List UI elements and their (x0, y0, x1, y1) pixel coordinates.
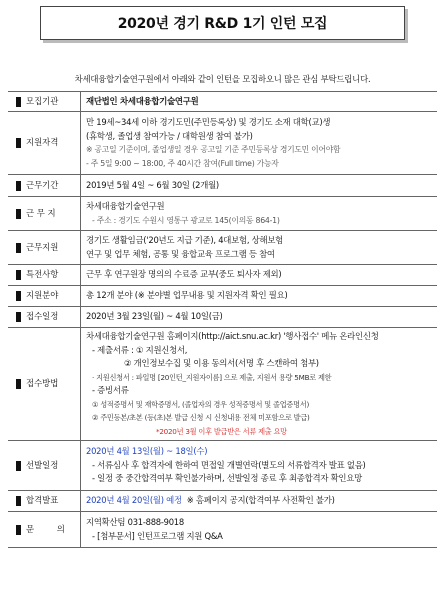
row-label: 선발일정 (26, 459, 59, 470)
row-label: 특전사항 (26, 269, 59, 280)
page-title: 2020년 경기 R&D 1기 인턴 모집 (117, 16, 328, 32)
row-label: 접수방법 (26, 378, 59, 389)
row-application-method (8, 328, 437, 441)
row-note: ① 성적증명서 및 재학증명서, (졸업자의 경우 성적증명서 및 졸업증명서) (92, 399, 310, 409)
row-value: 만 19세~34세 이하 경기도민(주민등록상) 및 경기도 소재 대학(교)생 (86, 117, 331, 127)
square-bullet-icon (16, 525, 21, 535)
square-bullet-icon (16, 270, 21, 280)
row-label: 지원분야 (26, 290, 59, 301)
row-value: - 서류심사 후 합격자에 한하여 면접일 개별연락(별도의 서류합격자 발표 없음) (92, 459, 366, 470)
row-benefits (8, 231, 437, 265)
row-agency (8, 92, 437, 112)
intro-text: 차세대융합기술연구원에서 아래와 같이 인턴을 모집하오니 많은 관심 부탁드립니다. (74, 74, 371, 84)
attachment-link[interactable]: - [첨부문서] 인턴프로그램 지원 Q&A (92, 530, 223, 541)
square-bullet-icon (16, 312, 21, 322)
row-privileges (8, 265, 437, 286)
row-label: 모집기관 (26, 95, 59, 106)
row-fields (8, 286, 437, 307)
row-period (8, 175, 437, 197)
row-note: ※ 홈페이지 공지(합격여부 사전확인 불가) (186, 495, 335, 506)
row-application-period (8, 307, 437, 328)
row-label: 합격발표 (26, 495, 59, 506)
row-label: 문 의 (26, 523, 75, 534)
title-box (40, 6, 405, 40)
row-location (8, 197, 437, 231)
square-bullet-icon (16, 97, 21, 107)
square-bullet-icon (16, 243, 21, 253)
row-selection (8, 441, 437, 491)
row-note: ② 주민등본/초본 (등(초)본 발급 신청 시 신청내용 전체 미포함으로 발급) (92, 413, 310, 422)
row-warning: *2020년 3월 이후 발급받은 서류 제출 요망 (156, 426, 287, 436)
row-label: 접수일정 (26, 311, 59, 322)
row-announcement (8, 491, 437, 512)
row-note: · 지원신청서 : 파일명 [20인턴_지원자이름] 으로 제출, 지원서 용량 5MB로 제한 (92, 372, 332, 382)
row-value: 근무 후 연구원장 명의의 수료증 교부(중도 퇴사자 제외) (86, 269, 282, 280)
square-bullet-icon (16, 461, 21, 471)
row-note: ※ 공고일 기준이며, 졸업생일 경우 공고일 기준 주민등록상 경기도민 이어야함 (86, 145, 341, 154)
row-value: - 제출서류 : ① 지원신청서, (92, 344, 188, 355)
row-address: - 주소 : 경기도 수원시 영통구 광교로 145(이의동 864-1) (92, 215, 280, 225)
square-bullet-icon (16, 291, 21, 301)
row-note: - 주 5일 9:00 ~ 18:00, 주 40시간 참여(Full time) 가능자 (86, 158, 279, 168)
square-bullet-icon (16, 209, 21, 219)
row-value: 2020년 3월 23일(월) ~ 4월 10일(금) (86, 311, 223, 322)
square-bullet-icon (16, 138, 21, 148)
square-bullet-icon (16, 496, 21, 506)
row-value: 연구 및 업무 체험, 공통 및 융합교육 프로그램 등 참여 (86, 248, 275, 259)
row-value: 총 12개 분야 (※ 분야별 업무내용 및 지원자격 확인 필요) (86, 290, 288, 301)
row-contact (8, 512, 437, 548)
row-value: 2019년 5월 4일 ~ 6월 30일 (2개월) (86, 179, 219, 190)
row-value: 차세대융합기술연구원 (86, 201, 165, 211)
square-bullet-icon (16, 181, 21, 191)
row-label: 지원자격 (26, 137, 59, 148)
row-value: 차세대융합기술연구원 홈페이지(http://aict.snu.ac.kr) '행사접수' 메뉴 온라인신청 (86, 331, 379, 341)
row-value: 2020년 4월 20일(월) 예정 (86, 495, 182, 506)
row-label: 근무기간 (26, 179, 59, 190)
row-label: 근 무 지 (26, 207, 56, 218)
square-bullet-icon (16, 379, 21, 389)
row-value: (휴학생, 졸업생 참여가능 / 대학원생 참여 불가) (86, 130, 253, 141)
row-label: 근무지원 (26, 241, 59, 252)
row-eligibility (8, 112, 437, 175)
recruit-info-table (8, 91, 437, 548)
row-value: ② 개인정보수집 및 이용 동의서(서명 후 스캔하여 첨부) (124, 358, 319, 368)
row-value: - 증빙서류 (92, 385, 129, 395)
row-value: 재단법인 차세대융합기술연구원 (86, 95, 199, 106)
row-value: 2020년 4월 13일(월) ~ 18일(수) (86, 446, 208, 457)
row-value: 경기도 생활임금('20년도 지급 기준), 4대보험, 상해보험 (86, 235, 284, 245)
row-value: - 일정 중 중간합격여부 확인불가하며, 선발일정 종료 후 최종합격자 확인요망 (92, 473, 362, 484)
row-value: 지역확산팀 031-888-9018 (86, 517, 184, 527)
